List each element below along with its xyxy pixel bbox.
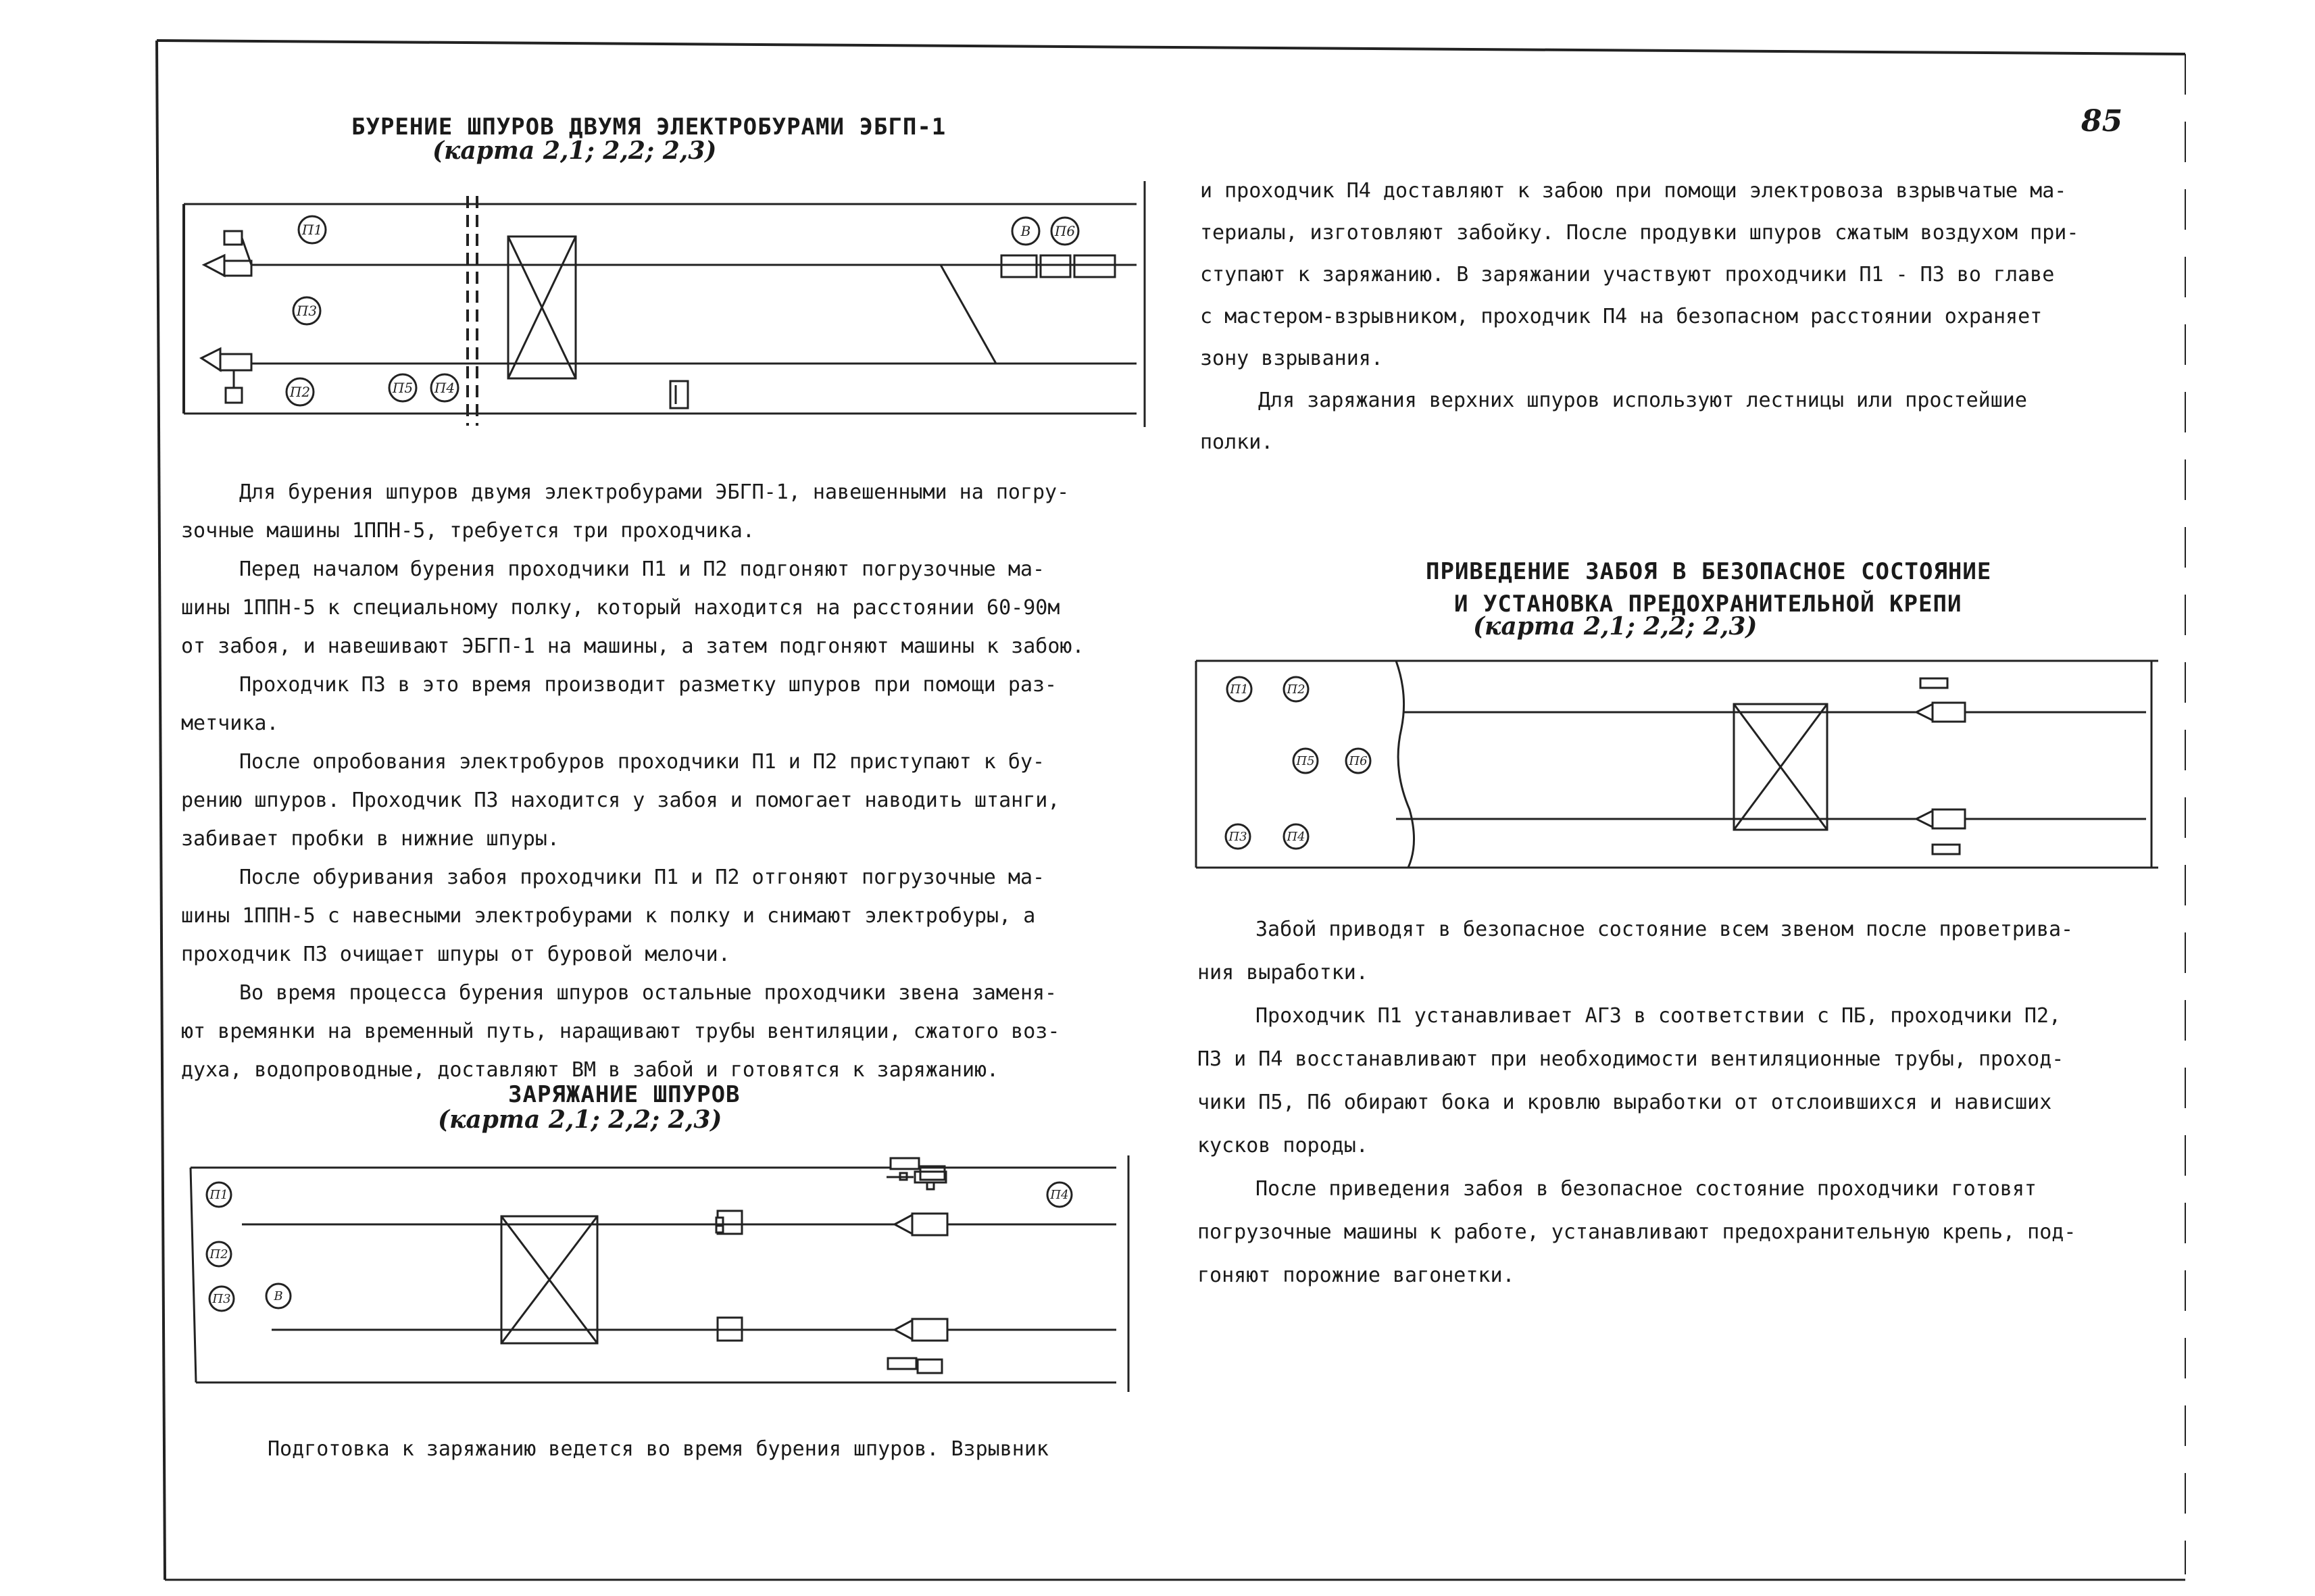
worker-label: П3 [296,303,318,319]
section2-subtitle: (карта 2,1; 2,2; 2,3) [438,1105,722,1134]
text-line: метчика. [181,712,279,735]
text-line: Проходчик П1 устанавливает АГЗ в соответствии с ПБ, проходчики П2, [1255,1004,2062,1028]
text-line: и проходчик П4 доставляют к забою при помощи электровоза взрывчатые ма- [1200,179,2067,203]
text-line: рению шпуров. Проходчик П3 находится у забоя и помогает наводить штанги, [181,789,1060,812]
text-line: зочные машины 1ППН-5, требуется три проходчика. [181,519,755,543]
text-line: проходчик П3 очищает шпуры от буровой мелочи. [181,943,730,966]
worker-label: П6 [1054,223,1076,239]
section3-title-line1: ПРИВЕДЕНИЕ ЗАБОЯ В БЕЗОПАСНОЕ СОСТОЯНИЕ [1426,558,1992,585]
worker-label: П4 [1287,830,1305,844]
text-line: Проходчик П3 в это время производит разметку шпуров при помощи раз- [239,673,1057,697]
section3-title-line2: И УСТАНОВКА ПРЕДОХРАНИТЕЛЬНОЙ КРЕПИ [1454,591,1962,618]
worker-label: П5 [392,380,414,396]
worker-label: П6 [1349,754,1368,768]
section1-text [181,473,1085,1089]
worker-label: П1 [209,1188,228,1202]
worker-label: П5 [1296,754,1315,768]
worker-label: П1 [301,222,323,238]
safety-diagram [1193,654,2166,884]
text-line: Во время процесса бурения шпуров остальные проходчики звена заменя- [239,981,1057,1005]
drilling-diagram [177,176,1150,432]
drill-machine-bottom [201,349,251,403]
worker-label: П2 [209,1247,228,1262]
worker-label: П3 [1228,830,1247,844]
text-line: териалы, изготовляют забойку. После продувки шпуров сжатым воздухом при- [1200,221,2079,245]
text-line: ступают к заряжанию. В заряжании участвуют проходчики П1 - П3 во главе [1200,263,2055,286]
right-column-text [1200,170,2078,464]
section2-text: Подготовка к заряжанию ведется во время бурения шпуров. Взрывник [268,1437,1049,1461]
text-line: После обуривания забоя проходчики П1 и П2 отгоняют погрузочные ма- [239,866,1045,889]
charge-bottom [895,1319,962,1341]
worker-label: П2 [1287,682,1305,697]
text-line: шины 1ППН-5 с навесными электробурами к полку и снимают электробуры, а [181,904,1036,928]
worker-label: П2 [289,384,311,400]
text-line: шины 1ППН-5 к специальному полку, который находится на расстоянии 60-90м [181,596,1060,620]
worker-label: П1 [1230,682,1249,697]
section3-text [1197,908,2076,1297]
text-line: П3 и П4 восстанавливают при необходимости вентиляционные трубы, проход- [1197,1047,2064,1071]
text-line: ют времянки на временный путь, наращивают трубы вентиляции, сжатого воз- [181,1020,1060,1043]
text-line: Забой приводят в безопасное состояние всем звеном после проветрива- [1255,918,2074,941]
text-line: кусков породы. [1197,1134,1368,1157]
text-line: чики П5, П6 обирают бока и кровлю выработки от отслоившихся и нависших [1197,1091,2052,1114]
page-number: 85 [2081,104,2123,139]
text-line: зону взрывания. [1200,347,1383,370]
worker-label: П3 [212,1292,231,1306]
text-line: Для заряжания верхних шпуров используют лестницы или простейшие [1258,389,2027,412]
section1-title: БУРЕНИЕ ШПУРОВ ДВУМЯ ЭЛЕКТРОБУРАМИ ЭБГП-1 [351,114,947,141]
section3-subtitle: (карта 2,1; 2,2; 2,3) [1473,612,1758,641]
text-line: забивает пробки в нижние шпуры. [181,827,559,851]
worker-label: В [274,1289,283,1303]
text-line: полки. [1200,430,1274,454]
drill-machine-top [204,231,251,276]
section2-title: ЗАРЯЖАНИЕ ШПУРОВ [508,1081,741,1108]
text-line: После опробования электробуров проходчики П1 и П2 приступают к бу- [239,750,1045,774]
worker-label: В [1020,223,1031,239]
text-line: После приведения забоя в безопасное состояние проходчики готовят [1255,1177,2037,1201]
text-line: погрузочные машины к работе, устанавливают предохранительную крепь, под- [1197,1220,2076,1244]
text-line: гоняют порожние вагонетки. [1197,1264,1515,1287]
explosive-charge-icon [887,1172,946,1182]
worker-label: П4 [434,380,455,396]
text-line: с мастером-взрывником, проходчик П4 на безопасном расстоянии охраняет [1200,305,2043,328]
charging-diagram [184,1155,1143,1399]
text-line: от забоя, и навешивают ЭБГП-1 на машины, а затем подгоняют машины к забою. [181,634,1085,658]
text-line: Для бурения шпуров двумя электробурами ЭБГП-1, навешенными на погру- [239,480,1070,504]
worker-label: П4 [1050,1188,1069,1202]
section1-subtitle: (карта 2,1; 2,2; 2,3) [432,136,717,165]
charge-top [895,1214,962,1235]
text-line: духа, водопроводные, доставляют ВМ в забой и готовятся к заряжанию. [181,1058,999,1082]
text-line: ния выработки. [1197,961,1368,984]
text-line: Перед началом бурения проходчики П1 и П2 подгоняют погрузочные ма- [239,557,1045,581]
